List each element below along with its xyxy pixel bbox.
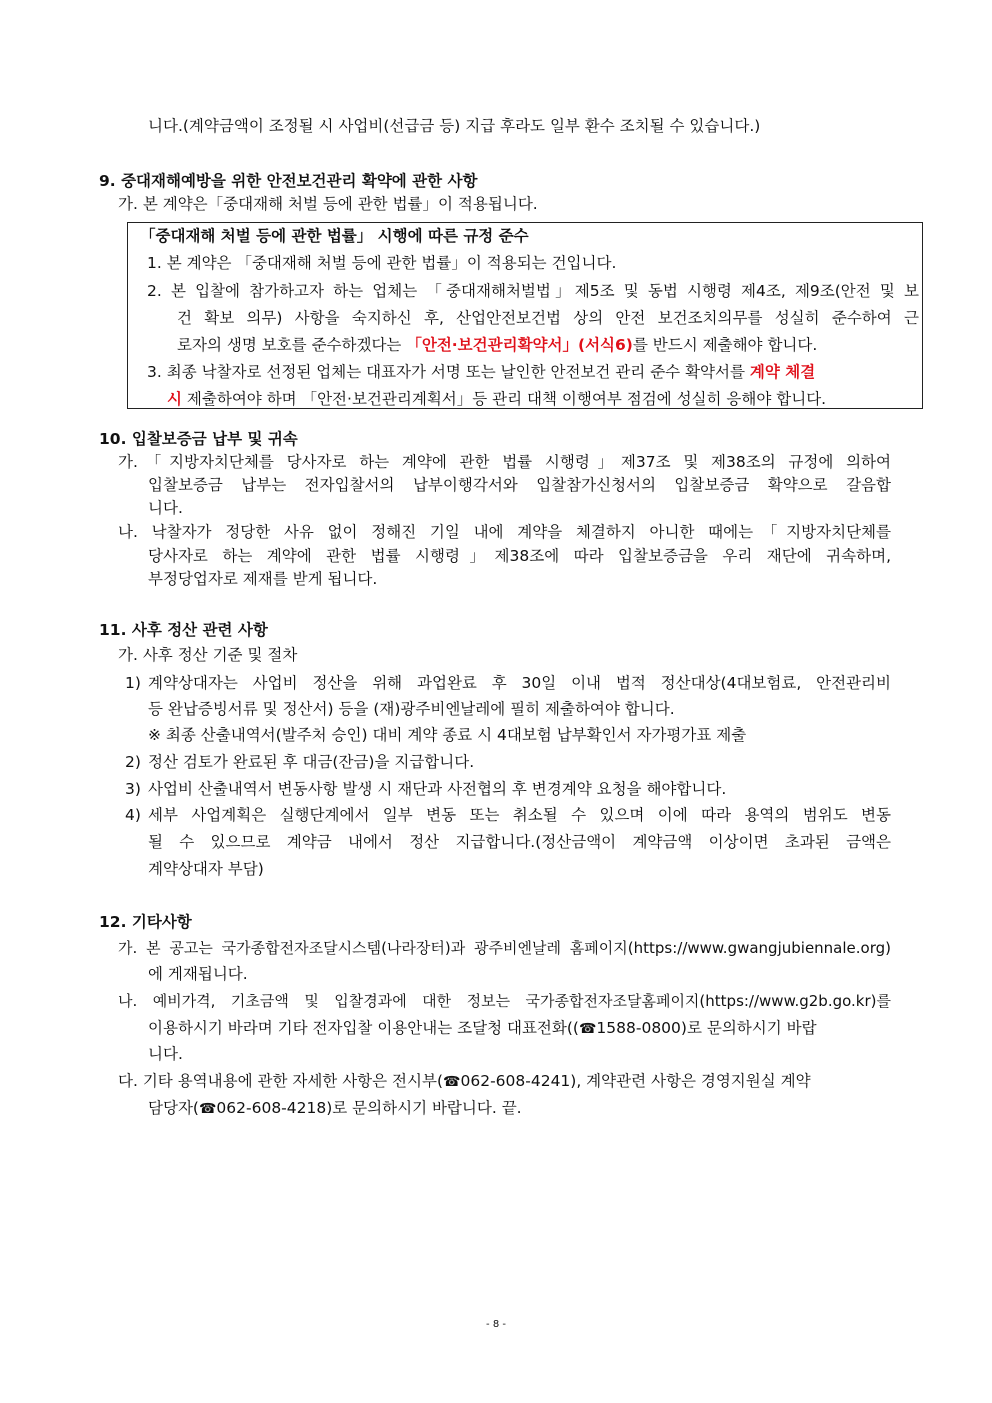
section-12-da-text-d: 062-608-4218)로 문의하시기 바랍니다. 끝.: [216, 1099, 522, 1117]
box-item-1: 1. 본 계약은 「중대재해 처벌 등에 관한 법률」이 적용되는 건입니다.: [147, 254, 617, 272]
section-12-da-text-b: 062-608-4241), 계약관련 사항은 경영지원실 계약: [460, 1072, 811, 1090]
section-10-na-line-2: 당사자로 하는 계약에 관한 법률 시행령」제38조에 따라 입찰보증금을 우리 재단에 귀속하며,: [148, 547, 891, 565]
phone-icon: ☎: [578, 1021, 597, 1037]
section-12-na-line-3: 니다.: [148, 1045, 183, 1063]
item-1-note: ※ 최종 산출내역서(발주처 승인) 대비 계약 종료 시 4대보험 납부확인서 자가평가표 제출: [148, 726, 747, 744]
section-12-da-text-c: 담당자(: [148, 1099, 199, 1117]
section-12-title: 12. 기타사항: [99, 913, 192, 931]
section-9-ga: 가. 본 계약은「중대재해 처벌 등에 관한 법률」이 적용됩니다.: [118, 195, 538, 213]
section-9-title: 9. 중대재해예방을 위한 안전보건관리 확약에 관한 사항: [99, 172, 478, 190]
page-number: - 8 -: [486, 1319, 506, 1330]
section-12-da-line-2: [148, 1097, 522, 1120]
box-item-3-line-1: [147, 361, 815, 383]
section-12-na-line-1: 나. 예비가격, 기초금액 및 입찰경과에 대한 정보는 국가종합전자조달홈페이지(https://www.g2b.go.kr)를: [118, 992, 891, 1010]
section-12-da-text-a: 다. 기타 용역내용에 관한 자세한 사항은 전시부(: [118, 1072, 444, 1090]
item-1-number: 1): [125, 674, 141, 692]
section-12-ga-line-1: 가. 본 공고는 국가종합전자조달시스템(나라장터)과 광주비엔날레 홈페이지(https://www.gwangjubiennale.org): [118, 939, 891, 957]
box-item-3-text-a: 3. 최종 낙찰자로 선정된 업체는 대표자가 서명 또는 날인한 안전보건 관리 준수 확약서를: [147, 363, 750, 381]
section-12-na-text-a: 이용하시기 바라며 기타 전자입찰 이용안내는 조달청 대표전화((: [148, 1019, 579, 1037]
section-12-na-line-2: [148, 1017, 817, 1040]
section-12-ga-line-2: 에 게재됩니다.: [148, 965, 248, 983]
contract-signing-highlight: 계약 체결: [749, 363, 816, 381]
section-10-na-line-3: 부정당업자로 제재를 받게 됩니다.: [148, 570, 378, 588]
section-11-ga: 가. 사후 정산 기준 및 절차: [118, 646, 298, 664]
box-item-3-line-2: [167, 388, 826, 410]
section-10-na-line-1: 나. 낙찰자가 정당한 사유 없이 정해진 기일 내에 계약을 체결하지 아니한 때에는「지방자치단체를: [118, 523, 891, 541]
safety-pledge-highlight: 「안전·보건관리확약서」(서식6): [406, 336, 633, 354]
item-3-text: 사업비 산출내역서 변동사항 발생 시 재단과 사전협의 후 변경계약 요청을 해야합니다.: [148, 780, 727, 798]
section-12-da-line-1: [118, 1070, 811, 1093]
item-3-number: 3): [125, 780, 141, 798]
section-10-ga-line-3: 니다.: [148, 499, 183, 517]
top-line: 니다.(계약금액이 조정될 시 사업비(선급금 등) 지급 후라도 일부 환수 조치될 수 있습니다.): [148, 117, 761, 135]
item-4-line-3: 계약상대자 부담): [148, 860, 264, 878]
box-title: 「중대재해 처벌 등에 관한 법률」 시행에 따른 규정 준수: [140, 227, 529, 245]
item-4-line-2: 될 수 있으므로 계약금 내에서 정산 지급합니다.(정산금액이 계약금액 이상이면 초과된 금액은: [148, 833, 891, 851]
box-item-2-text-a: 로자의 생명 보호를 준수하겠다는: [177, 336, 407, 354]
section-12-na-text-b: 1588-0800)로 문의하시기 바랍: [596, 1019, 817, 1037]
box-item-2-line-2: 건 확보 의무) 사항을 숙지하신 후, 산업안전보건법 상의 안전 보건조치의무를 성실히 준수하여 근: [177, 309, 919, 327]
item-1-line-1: 계약상대자는 사업비 정산을 위해 과업완료 후 30일 이내 법적 정산대상(4대보험료, 안전관리비: [148, 674, 891, 692]
item-1-line-2: 등 완납증빙서류 및 정산서) 등을 (재)광주비엔날레에 필히 제출하여야 합니다.: [148, 700, 675, 718]
item-4-line-1: 세부 사업계획은 실행단계에서 일부 변동 또는 취소될 수 있으며 이에 따라 용역의 범위도 변동: [148, 806, 891, 824]
contract-signing-highlight-2: 시: [167, 390, 182, 408]
item-2-text: 정산 검토가 완료된 후 대금(잔금)을 지급합니다.: [148, 753, 475, 771]
section-10-ga-line-2: 입찰보증금 납부는 전자입찰서의 납부이행각서와 입찰참가신청서의 입찰보증금 확약으로 갈음합: [148, 476, 891, 494]
item-2-number: 2): [125, 753, 141, 771]
phone-icon: ☎: [198, 1101, 217, 1117]
item-4-number: 4): [125, 806, 141, 824]
box-item-2-text-b: 를 반드시 제출해야 합니다.: [632, 336, 818, 354]
section-11-title: 11. 사후 정산 관련 사항: [99, 621, 268, 639]
box-item-3-text-b: 제출하여야 하며 「안전·보건관리계획서」등 관리 대책 이행여부 점검에 성실히 응해야 합니다.: [181, 390, 827, 408]
section-10-title: 10. 입찰보증금 납부 및 귀속: [99, 430, 298, 448]
section-10-ga-line-1: 가.「지방자치단체를 당사자로 하는 계약에 관한 법률 시행령」제37조 및 제38조의 규정에 의하여: [118, 453, 891, 471]
box-item-2-line-3: [177, 334, 817, 356]
phone-icon: ☎: [443, 1074, 461, 1090]
box-item-2-line-1: 2. 본 입찰에 참가하고자 하는 업체는 「중대재해처벌법」제5조 및 동법 시행령 제4조, 제9조(안전 및 보: [147, 282, 919, 300]
